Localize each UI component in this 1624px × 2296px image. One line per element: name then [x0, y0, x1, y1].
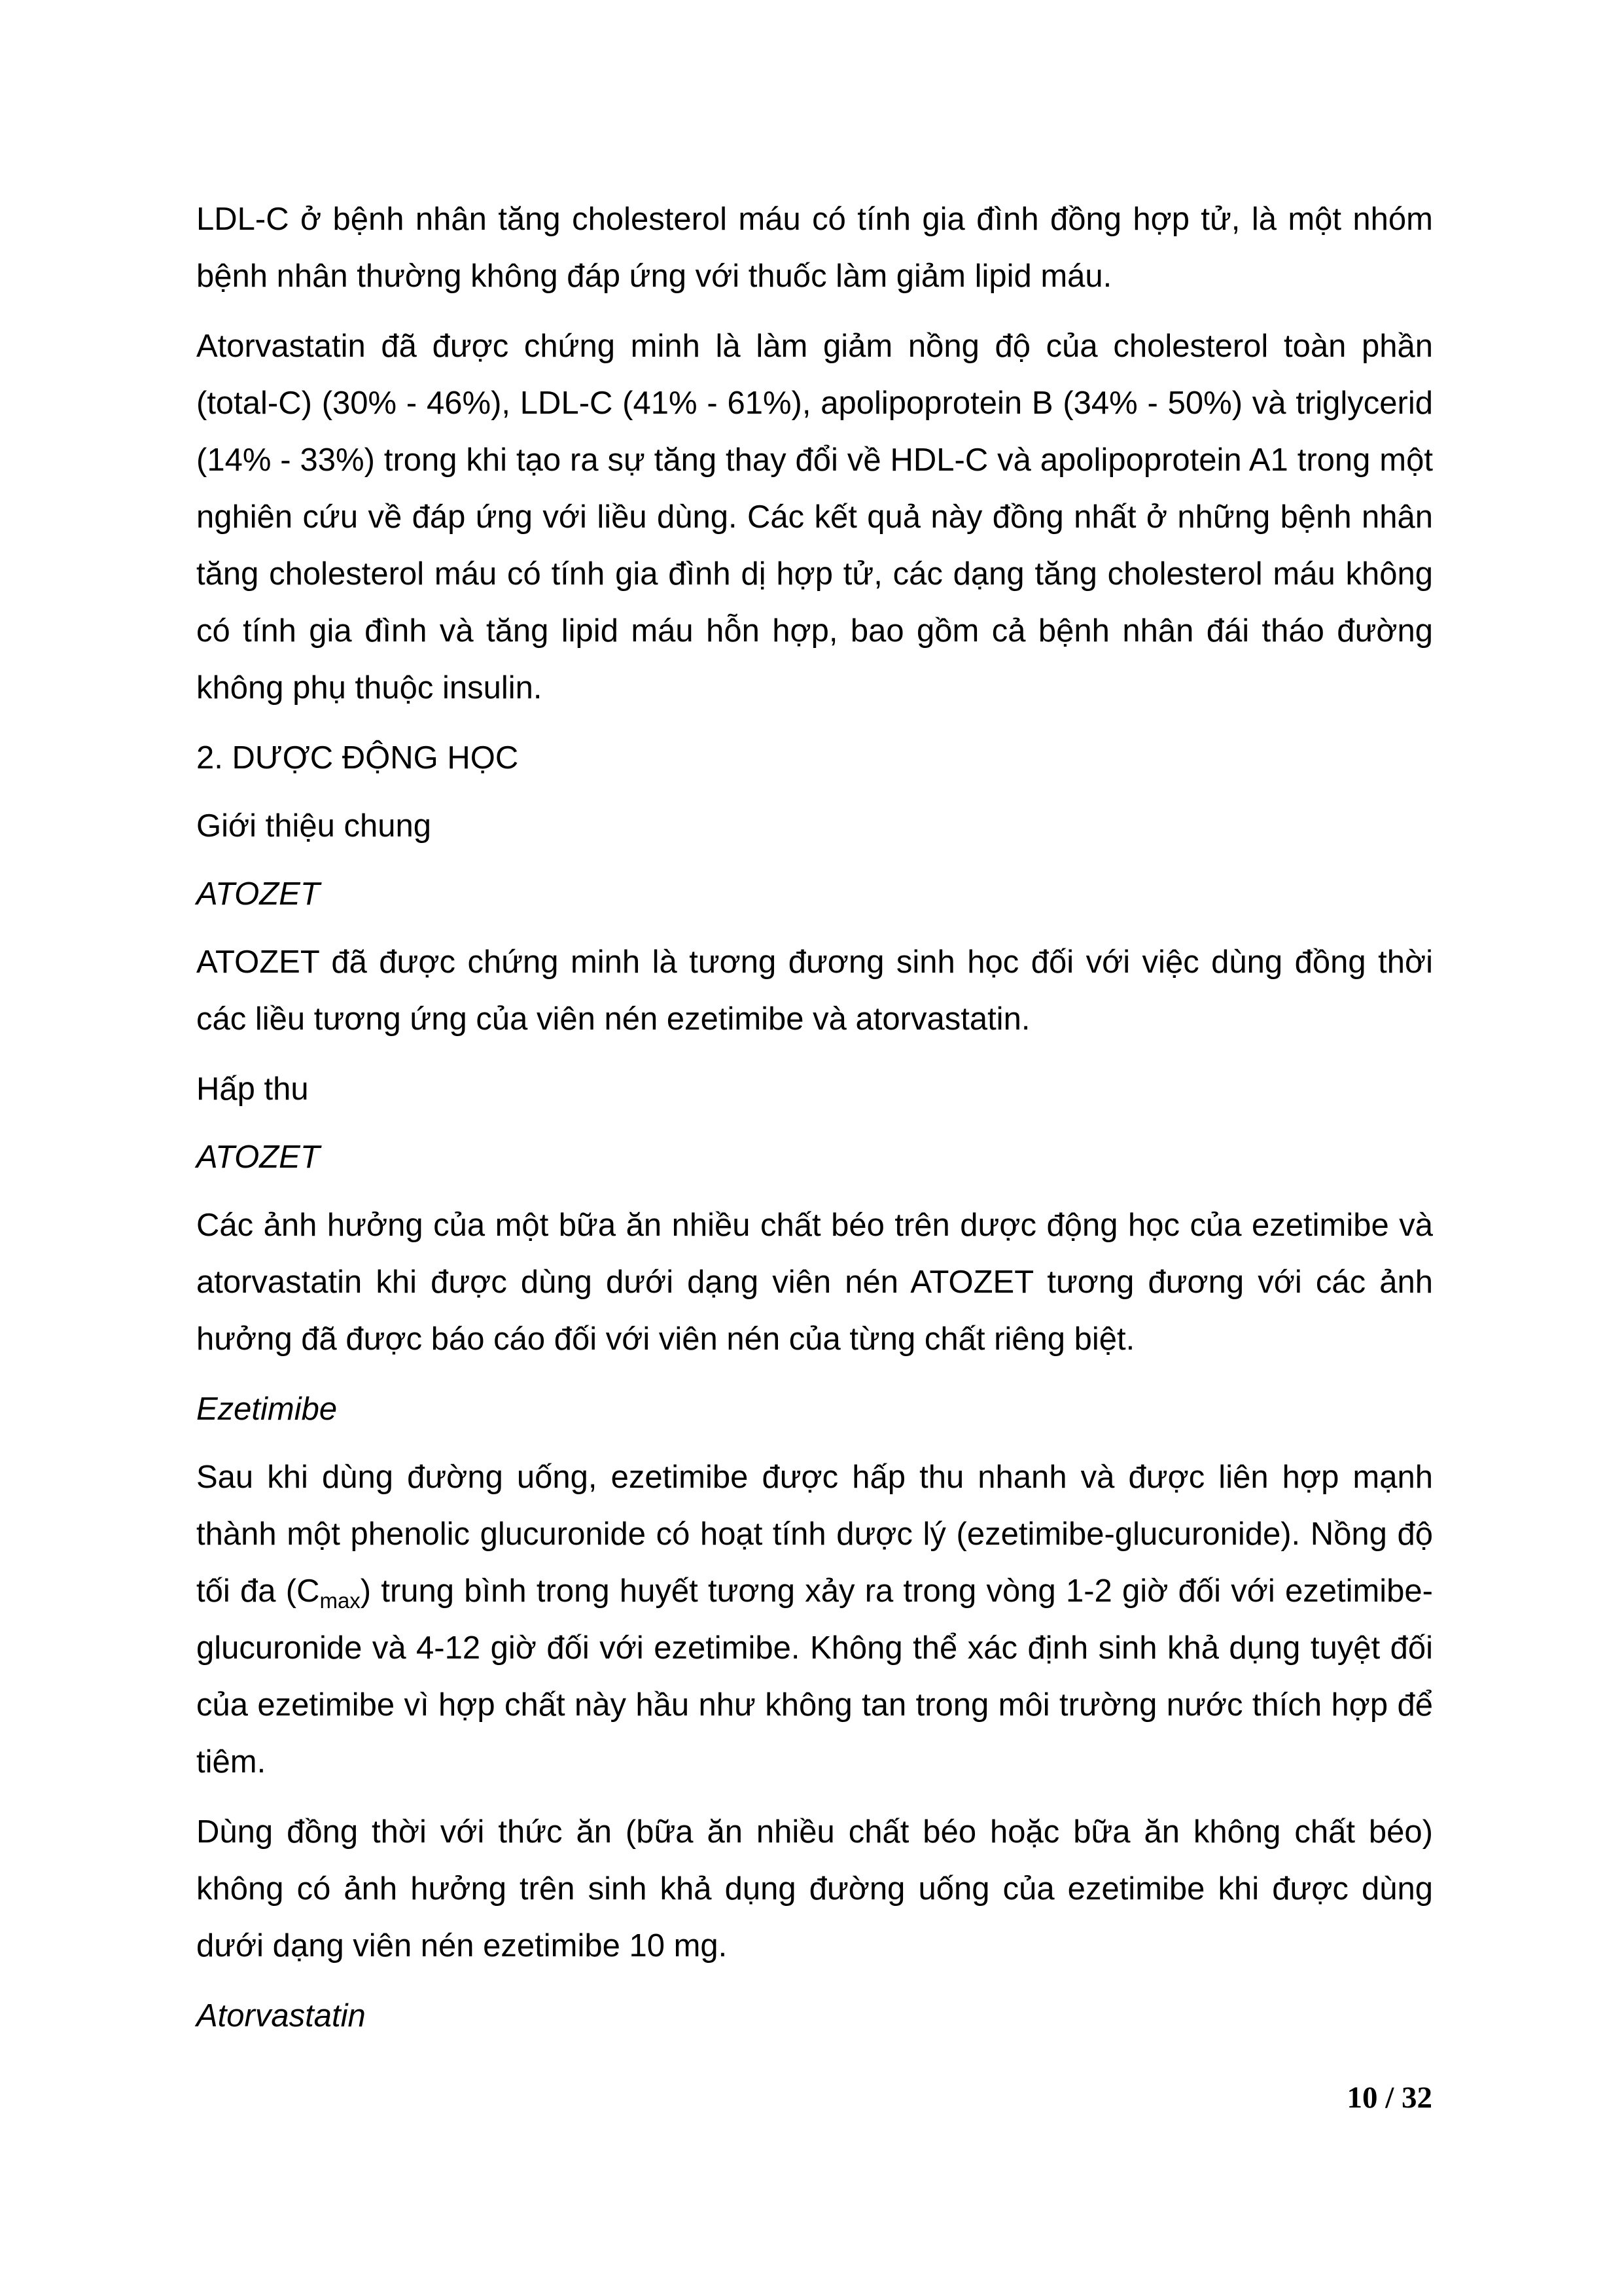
paragraph-atorvastatin-effects: Atorvastatin đã được chứng minh là làm giảm nồng độ của cholesterol toàn phần (total-C) (30% - 46%), LDL-C (41% - 61%), apolipoprotein B (34% - 50%) và triglycerid (14% - 33%) trong khi tạo ra sự tăng thay đổi về HDL-C và apolipoprotein A1 trong một nghiên cứu về đáp ứng với liều dùng. Các kết quả này đồng nhất ở những bệnh nhân tăng cholesterol máu có tính gia đình dị hợp tử, các dạng tăng cholesterol máu không có tính gia đình và tăng lipid máu hỗn hợp, bao gồm cả bệnh nhân đái tháo đường không phụ thuộc insulin. — [196, 329, 1433, 706]
paragraph-atozet-bioequivalence: ATOZET đã được chứng minh là tương đương sinh học đối với việc dùng đồng thời các liều tương ứng của viên nén ezetimibe và atorvastatin. — [196, 944, 1433, 1037]
paragraph-ldl-c: LDL-C ở bệnh nhân tăng cholesterol máu có tính gia đình đồng hợp tử, là một nhóm bệnh nhân thường không đáp ứng với thuốc làm giảm lipid máu. — [196, 202, 1433, 294]
ezetimibe-text-part-b: ) trung bình trong huyết tương xảy ra trong vòng 1-2 giờ đối với ezetimibe-glucuronide và 4-12 giờ đối với ezetimibe. Không thể xác định sinh khả dụng tuyệt đối của ezetimibe vì hợp chất này hầu như không tan trong môi trường nước thích hợp để tiêm. — [196, 1573, 1433, 1780]
subheading-ezetimibe: Ezetimibe — [196, 1391, 338, 1427]
subheading-atozet-absorption: ATOZET — [196, 1139, 320, 1175]
section-heading-pharmacokinetics: 2. DƯỢC ĐỘNG HỌC — [196, 740, 519, 776]
paragraph-ezetimibe-absorption — [196, 1449, 1433, 1791]
cmax-subscript: max — [319, 1588, 361, 1613]
subheading-atozet-intro: ATOZET — [196, 876, 320, 912]
subheading-absorption: Hấp thu — [196, 1071, 309, 1107]
page-number: 10 / 32 — [1347, 2081, 1432, 2115]
paragraph-atozet-food-effect: Các ảnh hưởng của một bữa ăn nhiều chất béo trên dược động học của ezetimibe và atorvastatin khi được dùng dưới dạng viên nén ATOZET tương đương với các ảnh hưởng đã được báo cáo đối với viên nén của từng chất riêng biệt. — [196, 1208, 1433, 1357]
ezetimibe-text-part-a: Sau khi dùng đường uống, ezetimibe được hấp thu nhanh và được liên hợp mạnh thành một phenolic glucuronide có hoạt tính dược lý (ezetimibe-glucuronide). Nồng độ tối đa (C — [196, 1460, 1433, 1609]
page-content — [196, 191, 1433, 2056]
subheading-general-introduction: Giới thiệu chung — [196, 808, 432, 844]
subheading-atorvastatin: Atorvastatin — [196, 1998, 366, 2034]
paragraph-ezetimibe-food: Dùng đồng thời với thức ăn (bữa ăn nhiều chất béo hoặc bữa ăn không chất béo) không có ảnh hưởng trên sinh khả dụng đường uống của ezetimibe khi được dùng dưới dạng viên nén ezetimibe 10 mg. — [196, 1814, 1433, 1964]
